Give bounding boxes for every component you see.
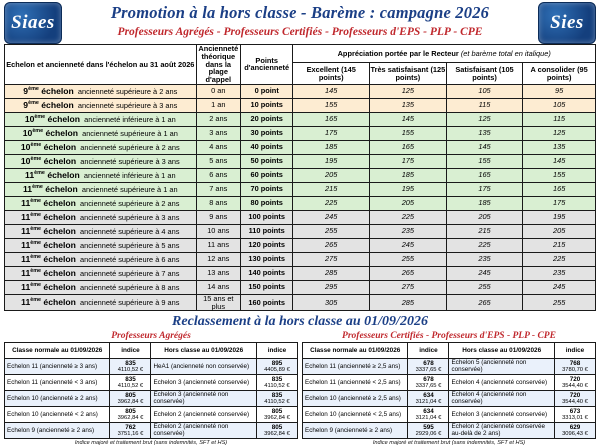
cell-classe-normale: Echelon 11 (ancienneté ≥ 3 ans) bbox=[5, 359, 110, 375]
cell-echelon: 10ème échelon ancienneté supérieure à 3 ans bbox=[5, 154, 197, 168]
cell-excellent: 185 bbox=[293, 140, 370, 154]
bareme-table bbox=[4, 44, 596, 311]
th-anciennete-theorique: Ancienneté théorique dans la plage d'appel bbox=[196, 45, 240, 85]
cell-tres-satisfaisant: 155 bbox=[370, 126, 447, 140]
table-row bbox=[5, 182, 596, 196]
cell-satisfaisant: 185 bbox=[446, 196, 523, 210]
cell-echelon: 9ème échelon ancienneté supérieure à 3 ans bbox=[5, 98, 197, 112]
cell-tres-satisfaisant: 245 bbox=[370, 238, 447, 252]
cell-satisfaisant: 145 bbox=[446, 140, 523, 154]
cell-excellent: 265 bbox=[293, 238, 370, 252]
th-indice-cn: indice bbox=[408, 343, 449, 359]
cell-hors-classe: Echelon 2 (ancienneté conservée au-delà de 2 ans) bbox=[449, 423, 554, 439]
cell-a-consolider: 245 bbox=[523, 280, 596, 294]
cell-classe-normale: Echelon 11 (ancienneté ≥ 2,5 ans) bbox=[303, 359, 408, 375]
cell-points: 140 points bbox=[240, 266, 292, 280]
table-row bbox=[5, 84, 596, 98]
th-indice-hc: indice bbox=[554, 343, 595, 359]
logo-siaes-left: Siaes bbox=[4, 2, 62, 44]
cell-anciennete: 15 ans et plus bbox=[196, 294, 240, 311]
cell-classe-normale: Echelon 11 (ancienneté < 3 ans) bbox=[5, 375, 110, 391]
cell-satisfaisant: 175 bbox=[446, 182, 523, 196]
cell-anciennete: 1 an bbox=[196, 98, 240, 112]
table-row bbox=[5, 224, 596, 238]
cell-a-consolider: 195 bbox=[523, 210, 596, 224]
th-excellent: Excellent (145 points) bbox=[293, 63, 370, 85]
cell-a-consolider: 215 bbox=[523, 238, 596, 252]
reclassement-certifies-caption: Professeurs Certifiés - Professeurs d'EPS - PLP - CPE bbox=[342, 331, 556, 342]
cell-indice-cn: 634 3121,04 € bbox=[408, 407, 449, 423]
table-row bbox=[5, 391, 298, 407]
cell-indice-cn: 678 3337,65 € bbox=[408, 359, 449, 375]
cell-a-consolider: 135 bbox=[523, 140, 596, 154]
cell-anciennete: 12 ans bbox=[196, 252, 240, 266]
th-classe-normale: Classe normale au 01/09/2026 bbox=[303, 343, 408, 359]
cell-excellent: 305 bbox=[293, 294, 370, 311]
th-hors-classe: Hors classe au 01/09/2026 bbox=[151, 343, 256, 359]
cell-indice-cn: 678 3337,65 € bbox=[408, 375, 449, 391]
cell-satisfaisant: 215 bbox=[446, 224, 523, 238]
cell-classe-normale: Echelon 10 (ancienneté ≥ 2 ans) bbox=[5, 391, 110, 407]
cell-excellent: 195 bbox=[293, 154, 370, 168]
cell-excellent: 215 bbox=[293, 182, 370, 196]
th-tres-satisfaisant: Très satisfaisant (125 points) bbox=[370, 63, 447, 85]
cell-indice-hc: 835 4110,52 € bbox=[256, 391, 297, 407]
cell-anciennete: 8 ans bbox=[196, 196, 240, 210]
cell-tres-satisfaisant: 125 bbox=[370, 84, 447, 98]
cell-satisfaisant: 245 bbox=[446, 266, 523, 280]
cell-a-consolider: 115 bbox=[523, 112, 596, 126]
cell-a-consolider: 125 bbox=[523, 126, 596, 140]
table-row bbox=[5, 238, 596, 252]
document-header bbox=[0, 0, 600, 44]
cell-hors-classe: Echelon 3 (ancienneté non conservée) bbox=[151, 391, 256, 407]
cell-excellent: 155 bbox=[293, 98, 370, 112]
cell-indice-cn: 805 3962,84 € bbox=[110, 391, 151, 407]
th-appreciation-label: Appréciation portée par le Recteur bbox=[337, 48, 459, 58]
cell-indice-cn: 835 4110,52 € bbox=[110, 375, 151, 391]
cell-excellent: 145 bbox=[293, 84, 370, 98]
cell-tres-satisfaisant: 165 bbox=[370, 140, 447, 154]
table-row bbox=[5, 423, 298, 439]
cell-indice-cn: 762 3751,16 € bbox=[110, 423, 151, 439]
cell-points: 60 points bbox=[240, 168, 292, 182]
cell-a-consolider: 205 bbox=[523, 224, 596, 238]
cell-hors-classe: Echelon 4 (ancienneté conservée) bbox=[449, 375, 554, 391]
cell-classe-normale: Echelon 9 (ancienneté ≥ 2 ans) bbox=[303, 423, 408, 439]
table-row bbox=[5, 266, 596, 280]
cell-echelon: 11ème échelon ancienneté supérieure à 8 ans bbox=[5, 280, 197, 294]
logo-sies-right: Sies bbox=[538, 2, 596, 44]
cell-points: 80 points bbox=[240, 196, 292, 210]
cell-anciennete: 2 ans bbox=[196, 112, 240, 126]
cell-tres-satisfaisant: 185 bbox=[370, 168, 447, 182]
cell-a-consolider: 105 bbox=[523, 98, 596, 112]
th-echelon: Echelon et ancienneté dans l'échelon au 31 août 2026 bbox=[5, 45, 197, 85]
cell-points: 160 points bbox=[240, 294, 292, 311]
cell-points: 110 points bbox=[240, 224, 292, 238]
th-appreciation-note: (et barème total en italique) bbox=[460, 48, 551, 58]
cell-tres-satisfaisant: 255 bbox=[370, 252, 447, 266]
cell-excellent: 205 bbox=[293, 168, 370, 182]
table-row bbox=[5, 140, 596, 154]
cell-classe-normale: Echelon 11 (ancienneté < 2,5 ans) bbox=[303, 375, 408, 391]
cell-hors-classe: HeA1 (ancienneté non conservée) bbox=[151, 359, 256, 375]
reclassement-certifies-footnote: Indice majoré et traitement brut (sans indemnités, SFT et HS) bbox=[372, 440, 526, 446]
cell-echelon: 11ème échelon ancienneté supérieure à 5 ans bbox=[5, 238, 197, 252]
cell-hors-classe: Echelon 3 (ancienneté conservée) bbox=[151, 375, 256, 391]
cell-satisfaisant: 135 bbox=[446, 126, 523, 140]
table-row bbox=[5, 407, 298, 423]
cell-indice-hc: 895 4405,89 € bbox=[256, 359, 297, 375]
th-indice-cn: indice bbox=[110, 343, 151, 359]
cell-anciennete: 9 ans bbox=[196, 210, 240, 224]
cell-indice-hc: 673 3313,01 € bbox=[554, 407, 595, 423]
cell-points: 70 points bbox=[240, 182, 292, 196]
cell-satisfaisant: 125 bbox=[446, 112, 523, 126]
reclassement-agreges bbox=[4, 331, 298, 446]
cell-excellent: 295 bbox=[293, 280, 370, 294]
cell-a-consolider: 155 bbox=[523, 168, 596, 182]
cell-classe-normale: Echelon 9 (ancienneté ≥ 2 ans) bbox=[5, 423, 110, 439]
cell-tres-satisfaisant: 285 bbox=[370, 294, 447, 311]
cell-tres-satisfaisant: 225 bbox=[370, 210, 447, 224]
cell-echelon: 11ème échelon ancienneté supérieure à 6 ans bbox=[5, 252, 197, 266]
cell-hors-classe: Echelon 5 (ancienneté non conservée) bbox=[449, 359, 554, 375]
cell-points: 100 points bbox=[240, 210, 292, 224]
cell-echelon: 10ème échelon ancienneté inférieure à 1 an bbox=[5, 112, 197, 126]
cell-classe-normale: Echelon 10 (ancienneté < 2 ans) bbox=[5, 407, 110, 423]
table-row bbox=[303, 359, 596, 375]
cell-a-consolider: 255 bbox=[523, 294, 596, 311]
table-row bbox=[5, 280, 596, 294]
table-row bbox=[5, 252, 596, 266]
th-classe-normale: Classe normale au 01/09/2026 bbox=[5, 343, 110, 359]
cell-echelon: 9ème échelon ancienneté supérieure à 2 ans bbox=[5, 84, 197, 98]
cell-satisfaisant: 105 bbox=[446, 84, 523, 98]
cell-a-consolider: 95 bbox=[523, 84, 596, 98]
cell-indice-cn: 634 3121,04 € bbox=[408, 391, 449, 407]
cell-points: 130 points bbox=[240, 252, 292, 266]
table-row bbox=[303, 407, 596, 423]
cell-classe-normale: Echelon 10 (ancienneté < 2,5 ans) bbox=[303, 407, 408, 423]
cell-echelon: 10ème échelon ancienneté supérieure à 2 ans bbox=[5, 140, 197, 154]
cell-echelon: 11ème échelon ancienneté inférieure à 1 an bbox=[5, 168, 197, 182]
cell-indice-cn: 595 2929,06 € bbox=[408, 423, 449, 439]
cell-indice-hc: 768 3780,70 € bbox=[554, 359, 595, 375]
cell-indice-hc: 720 3544,40 € bbox=[554, 375, 595, 391]
cell-excellent: 285 bbox=[293, 266, 370, 280]
cell-echelon: 10ème échelon ancienneté supérieure à 1 an bbox=[5, 126, 197, 140]
cell-a-consolider: 165 bbox=[523, 182, 596, 196]
cell-a-consolider: 175 bbox=[523, 196, 596, 210]
cell-anciennete: 13 ans bbox=[196, 266, 240, 280]
cell-points: 0 point bbox=[240, 84, 292, 98]
reclassement-columns bbox=[0, 331, 600, 446]
cell-indice-hc: 805 3962,84 € bbox=[256, 423, 297, 439]
cell-classe-normale: Echelon 10 (ancienneté ≥ 2,5 ans) bbox=[303, 391, 408, 407]
reclassement-agreges-caption: Professeurs Agrégés bbox=[111, 331, 191, 342]
cell-satisfaisant: 255 bbox=[446, 280, 523, 294]
cell-anciennete: 14 ans bbox=[196, 280, 240, 294]
cell-anciennete: 4 ans bbox=[196, 140, 240, 154]
table-row bbox=[5, 210, 596, 224]
cell-anciennete: 3 ans bbox=[196, 126, 240, 140]
cell-anciennete: 6 ans bbox=[196, 168, 240, 182]
cell-points: 20 points bbox=[240, 112, 292, 126]
cell-tres-satisfaisant: 195 bbox=[370, 182, 447, 196]
cell-tres-satisfaisant: 265 bbox=[370, 266, 447, 280]
cell-a-consolider: 145 bbox=[523, 154, 596, 168]
cell-echelon: 11ème échelon ancienneté supérieure à 2 ans bbox=[5, 196, 197, 210]
table-row bbox=[5, 359, 298, 375]
cell-indice-cn: 805 3962,84 € bbox=[110, 407, 151, 423]
table-row bbox=[5, 294, 596, 311]
cell-a-consolider: 235 bbox=[523, 266, 596, 280]
cell-satisfaisant: 165 bbox=[446, 168, 523, 182]
cell-points: 50 points bbox=[240, 154, 292, 168]
cell-satisfaisant: 235 bbox=[446, 252, 523, 266]
table-row bbox=[5, 168, 596, 182]
cell-indice-hc: 805 3962,84 € bbox=[256, 407, 297, 423]
th-indice-hc: indice bbox=[256, 343, 297, 359]
table-row bbox=[5, 98, 596, 112]
page-title: Promotion à la hors classe - Barème : campagne 2026 bbox=[110, 3, 490, 22]
th-points: Points d'ancienneté bbox=[240, 45, 292, 85]
cell-satisfaisant: 265 bbox=[446, 294, 523, 311]
cell-points: 120 points bbox=[240, 238, 292, 252]
title-block bbox=[64, 0, 536, 38]
cell-indice-hc: 720 3544,40 € bbox=[554, 391, 595, 407]
cell-anciennete: 10 ans bbox=[196, 224, 240, 238]
cell-echelon: 11ème échelon ancienneté supérieure à 1 an bbox=[5, 182, 197, 196]
reclassement-agreges-footnote: Indice majoré et traitement brut (sans indemnités, SFT et HS) bbox=[74, 440, 228, 446]
cell-tres-satisfaisant: 175 bbox=[370, 154, 447, 168]
cell-hors-classe: Echelon 3 (ancienneté conservée) bbox=[449, 407, 554, 423]
cell-tres-satisfaisant: 145 bbox=[370, 112, 447, 126]
cell-hors-classe: Echelon 2 (ancienneté non conservée) bbox=[151, 423, 256, 439]
reclassement-title: Reclassement à la hors classe au 01/09/2026 bbox=[172, 314, 428, 330]
cell-satisfaisant: 115 bbox=[446, 98, 523, 112]
th-hors-classe: Hors classe au 01/09/2026 bbox=[449, 343, 554, 359]
cell-excellent: 225 bbox=[293, 196, 370, 210]
cell-satisfaisant: 155 bbox=[446, 154, 523, 168]
cell-excellent: 245 bbox=[293, 210, 370, 224]
cell-excellent: 275 bbox=[293, 252, 370, 266]
table-row bbox=[303, 423, 596, 439]
table-row bbox=[303, 391, 596, 407]
reclassement-certifies-table bbox=[302, 342, 596, 439]
cell-excellent: 175 bbox=[293, 126, 370, 140]
cell-echelon: 11ème échelon ancienneté supérieure à 3 ans bbox=[5, 210, 197, 224]
reclassement-certifies bbox=[302, 331, 596, 446]
cell-anciennete: 0 an bbox=[196, 84, 240, 98]
cell-anciennete: 5 ans bbox=[196, 154, 240, 168]
page-subtitle: Professeurs Agrégés - Professeurs Certifiés - Professeurs d'EPS - PLP - CPE bbox=[117, 26, 483, 38]
cell-echelon: 11ème échelon ancienneté supérieure à 9 ans bbox=[5, 294, 197, 311]
cell-anciennete: 7 ans bbox=[196, 182, 240, 196]
table-row bbox=[5, 112, 596, 126]
th-satisfaisant: Satisfaisant (105 points) bbox=[446, 63, 523, 85]
cell-hors-classe: Echelon 4 (ancienneté non conservée) bbox=[449, 391, 554, 407]
cell-excellent: 165 bbox=[293, 112, 370, 126]
table-row bbox=[303, 375, 596, 391]
table-row bbox=[5, 154, 596, 168]
cell-tres-satisfaisant: 275 bbox=[370, 280, 447, 294]
table-row bbox=[5, 196, 596, 210]
cell-tres-satisfaisant: 235 bbox=[370, 224, 447, 238]
cell-excellent: 255 bbox=[293, 224, 370, 238]
cell-satisfaisant: 225 bbox=[446, 238, 523, 252]
cell-anciennete: 11 ans bbox=[196, 238, 240, 252]
cell-echelon: 11ème échelon ancienneté supérieure à 4 ans bbox=[5, 224, 197, 238]
table-row bbox=[5, 126, 596, 140]
reclassement-agreges-table bbox=[4, 342, 298, 439]
cell-points: 40 points bbox=[240, 140, 292, 154]
th-appreciation bbox=[293, 45, 596, 63]
th-a-consolider: A consolider (95 points) bbox=[523, 63, 596, 85]
cell-points: 150 points bbox=[240, 280, 292, 294]
cell-points: 30 points bbox=[240, 126, 292, 140]
cell-indice-hc: 835 4110,52 € bbox=[256, 375, 297, 391]
cell-indice-cn: 835 4110,52 € bbox=[110, 359, 151, 375]
cell-tres-satisfaisant: 205 bbox=[370, 196, 447, 210]
table-row bbox=[5, 375, 298, 391]
cell-indice-hc: 629 3096,43 € bbox=[554, 423, 595, 439]
cell-tres-satisfaisant: 135 bbox=[370, 98, 447, 112]
cell-hors-classe: Echelon 2 (ancienneté conservée) bbox=[151, 407, 256, 423]
cell-points: 10 points bbox=[240, 98, 292, 112]
cell-echelon: 11ème échelon ancienneté supérieure à 7 ans bbox=[5, 266, 197, 280]
cell-a-consolider: 225 bbox=[523, 252, 596, 266]
cell-satisfaisant: 205 bbox=[446, 210, 523, 224]
